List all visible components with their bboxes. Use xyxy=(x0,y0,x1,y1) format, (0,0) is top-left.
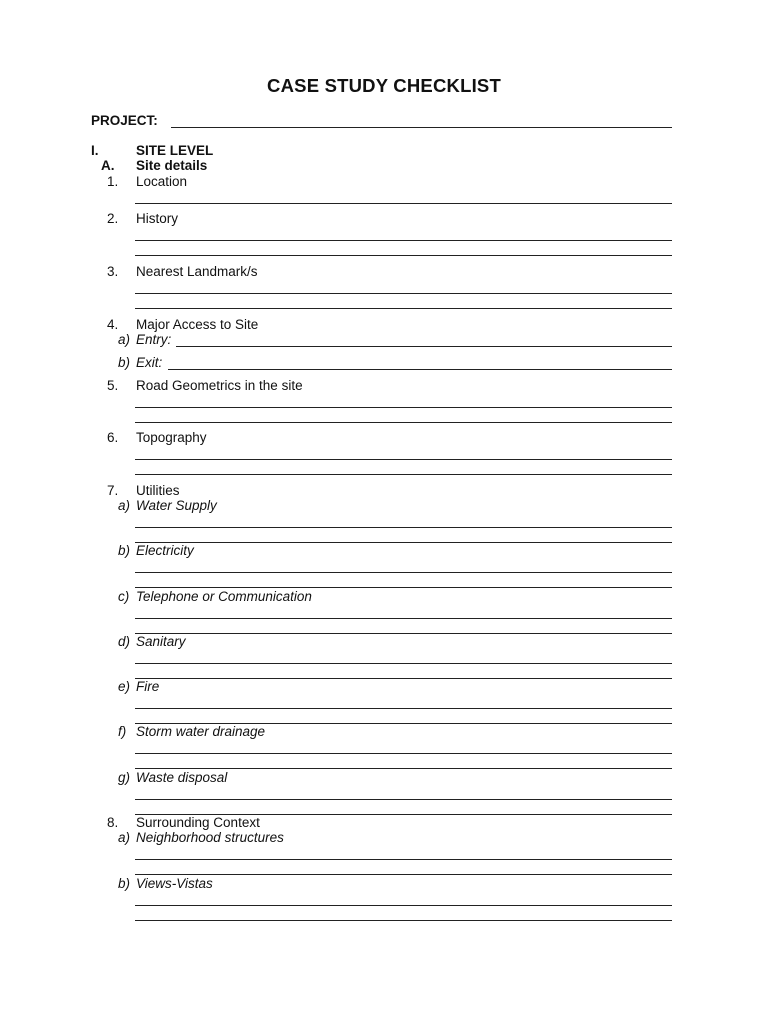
topography-answer-line[interactable] xyxy=(135,474,672,475)
item-number: 3. xyxy=(107,264,119,279)
item-road-label: Road Geometrics in the site xyxy=(136,378,303,393)
topography-answer-line[interactable] xyxy=(135,459,672,460)
neighborhood-answer-line[interactable] xyxy=(135,859,672,860)
fire-answer-line[interactable] xyxy=(135,708,672,709)
sanitary-answer-line[interactable] xyxy=(135,678,672,679)
exit-answer-line[interactable] xyxy=(168,369,672,370)
sub-item-letter: b) xyxy=(118,543,131,558)
water-supply-answer-line[interactable] xyxy=(135,527,672,528)
sub-item-letter: f) xyxy=(118,724,127,739)
sub-item-letter: b) xyxy=(118,355,131,370)
sub-item-letter: a) xyxy=(118,498,131,513)
sub-item-letter: a) xyxy=(118,830,131,845)
entry-label: Entry: xyxy=(136,332,172,347)
item-utilities-label: Utilities xyxy=(136,483,180,498)
views-vistas-answer-line[interactable] xyxy=(135,905,672,906)
landmark-answer-line[interactable] xyxy=(135,293,672,294)
project-field-line[interactable] xyxy=(171,127,672,128)
item-number: 5. xyxy=(107,378,119,393)
item-number: 6. xyxy=(107,430,119,445)
neighborhood-answer-line[interactable] xyxy=(135,874,672,875)
road-answer-line[interactable] xyxy=(135,422,672,423)
page-title: CASE STUDY CHECKLIST xyxy=(267,75,501,96)
sub-item-letter: e) xyxy=(118,679,131,694)
storm-drainage-answer-line[interactable] xyxy=(135,753,672,754)
item-number: 7. xyxy=(107,483,119,498)
item-access-label: Major Access to Site xyxy=(136,317,259,332)
item-surrounding-label: Surrounding Context xyxy=(136,815,260,830)
subsection-letter: A. xyxy=(101,158,115,173)
sub-item-letter: d) xyxy=(118,634,131,649)
item-number: 2. xyxy=(107,211,119,226)
section-heading: SITE LEVEL xyxy=(136,143,214,158)
telephone-label: Telephone or Communication xyxy=(136,589,312,604)
project-label: PROJECT: xyxy=(91,113,158,128)
views-vistas-answer-line[interactable] xyxy=(135,920,672,921)
neighborhood-label: Neighborhood structures xyxy=(136,830,284,845)
exit-label: Exit: xyxy=(136,355,163,370)
history-answer-line[interactable] xyxy=(135,240,672,241)
sub-item-letter: c) xyxy=(118,589,130,604)
entry-answer-line[interactable] xyxy=(176,346,672,347)
road-answer-line[interactable] xyxy=(135,407,672,408)
item-topography-label: Topography xyxy=(136,430,207,445)
history-answer-line[interactable] xyxy=(135,255,672,256)
location-answer-line[interactable] xyxy=(135,203,672,204)
electricity-answer-line[interactable] xyxy=(135,587,672,588)
storm-drainage-answer-line[interactable] xyxy=(135,768,672,769)
storm-drainage-label: Storm water drainage xyxy=(136,724,266,739)
sub-item-letter: a) xyxy=(118,332,131,347)
landmark-answer-line[interactable] xyxy=(135,308,672,309)
subsection-heading: Site details xyxy=(136,158,208,173)
sub-item-letter: g) xyxy=(118,770,131,785)
item-number: 1. xyxy=(107,174,119,189)
item-number: 8. xyxy=(107,815,119,830)
sanitary-label: Sanitary xyxy=(136,634,186,649)
item-location-label: Location xyxy=(136,174,188,189)
water-supply-answer-line[interactable] xyxy=(135,542,672,543)
telephone-answer-line[interactable] xyxy=(135,618,672,619)
sanitary-answer-line[interactable] xyxy=(135,663,672,664)
section-numeral: I. xyxy=(91,143,99,158)
item-landmark-label: Nearest Landmark/s xyxy=(136,264,258,279)
sub-item-letter: b) xyxy=(118,876,131,891)
waste-disposal-label: Waste disposal xyxy=(136,770,228,785)
item-number: 4. xyxy=(107,317,119,332)
electricity-label: Electricity xyxy=(136,543,194,558)
telephone-answer-line[interactable] xyxy=(135,633,672,634)
fire-label: Fire xyxy=(136,679,160,694)
electricity-answer-line[interactable] xyxy=(135,572,672,573)
views-vistas-label: Views-Vistas xyxy=(136,876,213,891)
item-history-label: History xyxy=(136,211,179,226)
water-supply-label: Water Supply xyxy=(136,498,217,513)
waste-disposal-answer-line[interactable] xyxy=(135,799,672,800)
